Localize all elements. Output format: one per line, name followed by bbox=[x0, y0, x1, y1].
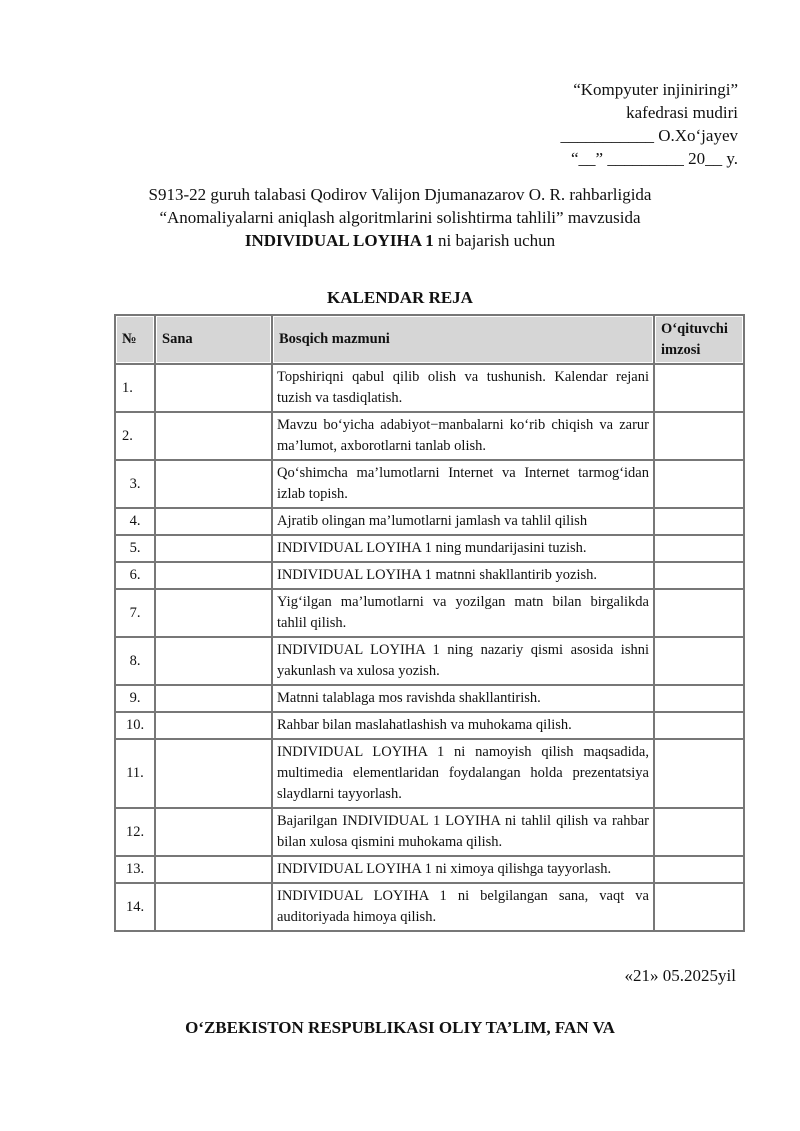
row-date-cell bbox=[155, 808, 272, 856]
approval-signature-line: ___________ O.Xo‘jayev bbox=[560, 126, 738, 145]
row-signature-cell bbox=[654, 460, 744, 508]
calendar-table bbox=[114, 314, 745, 932]
row-date-cell bbox=[155, 883, 272, 931]
row-date-cell bbox=[155, 364, 272, 412]
row-content: Qo‘shimcha ma’lumotlarni Internet va Internet tarmog‘idan izlab topish. bbox=[272, 460, 654, 508]
table-row bbox=[115, 685, 744, 712]
table-row bbox=[115, 739, 744, 808]
row-content: Mavzu bo‘yicha adabiyot−manbalarni ko‘rib chiqish va zarur ma’lumot, axborotlarni tanlab olish. bbox=[272, 412, 654, 460]
row-date-cell bbox=[155, 412, 272, 460]
row-signature-cell bbox=[654, 739, 744, 808]
row-content: Topshiriqni qabul qilib olish va tushunish. Kalendar rejani tuzish va tasdiqlatish. bbox=[272, 364, 654, 412]
row-number: 9. bbox=[115, 685, 155, 712]
intro-project-line bbox=[0, 229, 800, 252]
row-number: 14. bbox=[115, 883, 155, 931]
intro-topic-line: “Anomaliyalarni aniqlash algoritmlarini solishtirma tahlili” mavzusida bbox=[159, 208, 641, 227]
table-row bbox=[115, 589, 744, 637]
header-signature: O‘qituvchi imzosi bbox=[654, 315, 744, 364]
table-row bbox=[115, 460, 744, 508]
row-content: INDIVIDUAL LOYIHA 1 ning nazariy qismi asosida ishni yakunlash va xulosa yozish. bbox=[272, 637, 654, 685]
row-date-cell bbox=[155, 685, 272, 712]
calendar-title: KALENDAR REJA bbox=[327, 288, 473, 307]
row-content: Yig‘ilgan ma’lumotlarni va yozilgan matn bilan birgalikda tahlil qilish. bbox=[272, 589, 654, 637]
ministry-title: O‘ZBEKISTON RESPUBLIKASI OLIY TA’LIM, FAN VA bbox=[185, 1018, 615, 1037]
row-number: 5. bbox=[115, 535, 155, 562]
intro-block bbox=[0, 183, 800, 252]
row-number: 10. bbox=[115, 712, 155, 739]
intro-project-name: INDIVIDUAL LOYIHA 1 bbox=[244, 231, 434, 250]
row-date-cell bbox=[155, 712, 272, 739]
row-number: 6. bbox=[115, 562, 155, 589]
row-number: 3. bbox=[115, 460, 155, 508]
approval-department: “Kompyuter injiniringi” bbox=[573, 80, 738, 99]
row-date-cell bbox=[155, 562, 272, 589]
row-number: 1. bbox=[115, 364, 155, 412]
table-row bbox=[115, 412, 744, 460]
row-signature-cell bbox=[654, 637, 744, 685]
intro-project-suffix: ni bajarish uchun bbox=[433, 231, 556, 250]
row-signature-cell bbox=[654, 562, 744, 589]
row-content: Bajarilgan INDIVIDUAL 1 LOYIHA ni tahlil qilish va rahbar bilan xulosa qismini muhokama qilish. bbox=[272, 808, 654, 856]
row-signature-cell bbox=[654, 856, 744, 883]
row-number: 11. bbox=[115, 739, 155, 808]
header-number: № bbox=[115, 315, 155, 364]
row-date-cell bbox=[155, 460, 272, 508]
row-content: Matnni talablaga mos ravishda shakllantirish. bbox=[272, 685, 654, 712]
header-content: Bosqich mazmuni bbox=[272, 315, 654, 364]
table-row bbox=[115, 535, 744, 562]
approval-date-line: “__” _________ 20__ y. bbox=[571, 149, 738, 168]
row-content: INDIVIDUAL LOYIHA 1 ni namoyish qilish maqsadida, multimedia elementlaridan foydalangan holda prezentatsiya slaydlarni tayyorlash. bbox=[272, 739, 654, 808]
row-content: INDIVIDUAL LOYIHA 1 ni ximoya qilishga tayyorlash. bbox=[272, 856, 654, 883]
intro-student-line: S913-22 guruh talabasi Qodirov Valijon Djumanazarov O. R. rahbarligida bbox=[148, 185, 652, 204]
approval-position: kafedrasi mudiri bbox=[626, 103, 738, 122]
row-number: 7. bbox=[115, 589, 155, 637]
table-row bbox=[115, 883, 744, 931]
row-signature-cell bbox=[654, 883, 744, 931]
row-date-cell bbox=[155, 508, 272, 535]
row-number: 12. bbox=[115, 808, 155, 856]
table-row bbox=[115, 562, 744, 589]
table-row bbox=[115, 712, 744, 739]
row-date-cell bbox=[155, 739, 272, 808]
table-row bbox=[115, 364, 744, 412]
row-content: Ajratib olingan ma’lumotlarni jamlash va tahlil qilish bbox=[272, 508, 654, 535]
row-date-cell bbox=[155, 535, 272, 562]
document-date: «21» 05.2025yil bbox=[624, 966, 736, 985]
row-date-cell bbox=[155, 589, 272, 637]
row-content: INDIVIDUAL LOYIHA 1 ning mundarijasini tuzish. bbox=[272, 535, 654, 562]
row-number: 2. bbox=[115, 412, 155, 460]
row-number: 4. bbox=[115, 508, 155, 535]
header-date: Sana bbox=[155, 315, 272, 364]
row-date-cell bbox=[155, 856, 272, 883]
row-signature-cell bbox=[654, 808, 744, 856]
approval-block bbox=[560, 78, 738, 170]
row-date-cell bbox=[155, 637, 272, 685]
row-signature-cell bbox=[654, 589, 744, 637]
row-content: INDIVIDUAL LOYIHA 1 ni belgilangan sana, vaqt va auditoriyada himoya qilish. bbox=[272, 883, 654, 931]
row-signature-cell bbox=[654, 535, 744, 562]
table-row bbox=[115, 808, 744, 856]
table-header-row bbox=[115, 315, 744, 364]
row-content: Rahbar bilan maslahatlashish va muhokama qilish. bbox=[272, 712, 654, 739]
table-row bbox=[115, 637, 744, 685]
table-row bbox=[115, 508, 744, 535]
row-signature-cell bbox=[654, 712, 744, 739]
row-number: 13. bbox=[115, 856, 155, 883]
row-signature-cell bbox=[654, 685, 744, 712]
row-number: 8. bbox=[115, 637, 155, 685]
row-signature-cell bbox=[654, 412, 744, 460]
row-signature-cell bbox=[654, 364, 744, 412]
row-signature-cell bbox=[654, 508, 744, 535]
row-content: INDIVIDUAL LOYIHA 1 matnni shakllantirib yozish. bbox=[272, 562, 654, 589]
table-row bbox=[115, 856, 744, 883]
